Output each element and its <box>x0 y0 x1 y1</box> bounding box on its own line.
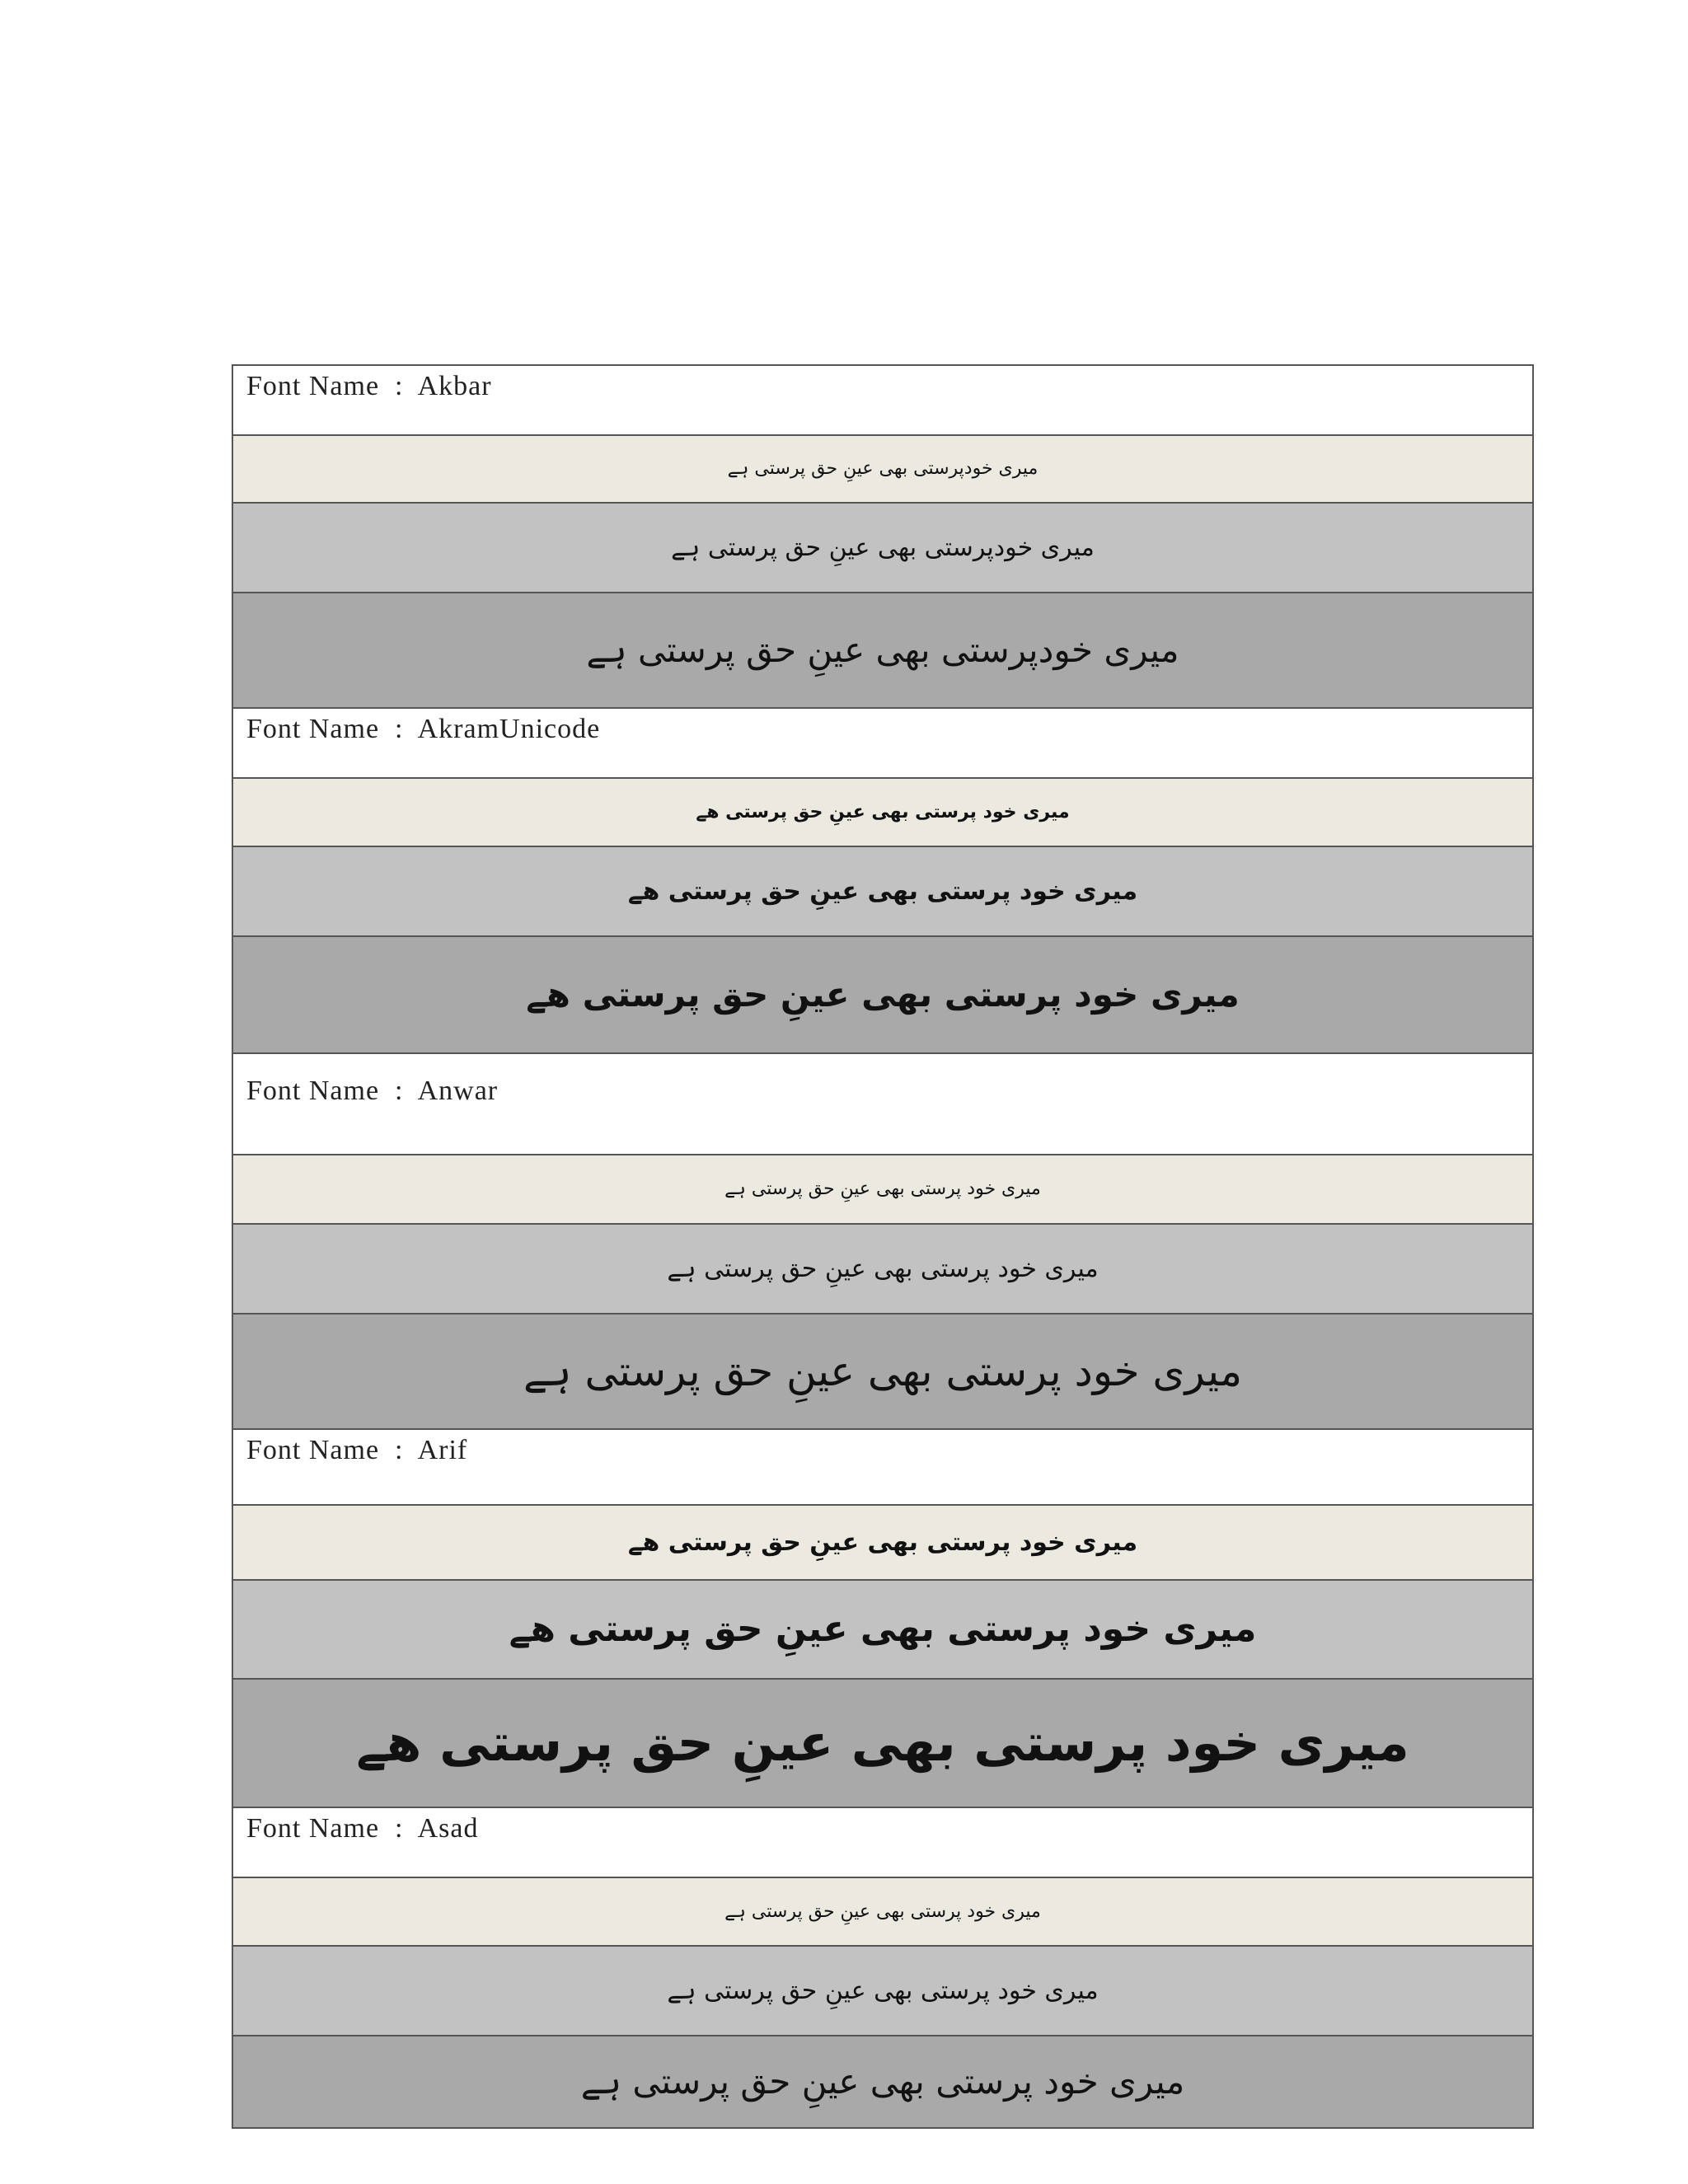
urdu-sample-text: میری خود پرستی بھی عینِ حق پرستی ہے <box>523 1347 1242 1395</box>
urdu-sample-text: میری خود پرستی بھی عینِ حق پرستی ہے <box>724 1900 1041 1922</box>
sample-small-akramunicode <box>233 779 1532 847</box>
urdu-sample-text: میری خود پرستی بھی عینِ حق پرستی ہے <box>667 1975 1099 2005</box>
urdu-sample-text: میری خود پرستی بھی عینِ حق پرستی ھے <box>356 1713 1409 1773</box>
font-name-row-asad <box>233 1808 1532 1878</box>
sample-large-akbar <box>233 593 1532 709</box>
font-name-row-arif <box>233 1430 1532 1506</box>
urdu-sample-text: میری خود پرستی بھی عینِ حق پرستی ھے <box>627 1527 1138 1557</box>
sample-small-asad <box>233 1878 1532 1947</box>
urdu-sample-text: میری خود پرستی بھی عینِ حق پرستی ھے <box>696 801 1070 823</box>
sample-small-arif <box>233 1506 1532 1581</box>
font-name-label: Font Name : Anwar <box>246 1076 499 1106</box>
sample-medium-akbar <box>233 504 1532 593</box>
urdu-sample-text: میری خود پرستی بھی عینِ حق پرستی ھے <box>526 974 1240 1015</box>
font-name-label: Font Name : Asad <box>246 1813 479 1844</box>
urdu-sample-text: میری خودپرستی بھی عینِ حق پرستی ہے <box>586 630 1179 670</box>
sample-small-anwar <box>233 1155 1532 1225</box>
font-name-row-anwar <box>233 1054 1532 1155</box>
sample-medium-akramunicode <box>233 847 1532 937</box>
sample-large-anwar <box>233 1315 1532 1430</box>
urdu-sample-text: میری خود پرستی بھی عینِ حق پرستی ہے <box>724 1179 1041 1199</box>
urdu-sample-text: میری خودپرستی بھی عینِ حق پرستی ہے <box>727 458 1039 479</box>
font-name-label: Font Name : Arif <box>246 1435 468 1465</box>
urdu-sample-text: میری خود پرستی بھی عینِ حق پرستی ھے <box>509 1608 1257 1650</box>
font-name-label: Font Name : AkramUnicode <box>246 714 601 744</box>
sample-large-asad <box>233 2036 1532 2129</box>
urdu-sample-text: میری خود پرستی بھی عینِ حق پرستی ہے <box>580 2061 1185 2102</box>
sample-medium-asad <box>233 1947 1532 2036</box>
sample-medium-arif <box>233 1581 1532 1680</box>
font-name-label: Font Name : Akbar <box>246 371 492 401</box>
font-name-row-akbar <box>233 366 1532 436</box>
sample-medium-anwar <box>233 1225 1532 1315</box>
font-sample-table <box>232 364 1534 2129</box>
sample-large-arif <box>233 1680 1532 1808</box>
urdu-sample-text: میری خودپرستی بھی عینِ حق پرستی ہے <box>671 532 1095 562</box>
font-name-row-akramunicode <box>233 709 1532 779</box>
urdu-sample-text: میری خود پرستی بھی عینِ حق پرستی ہے <box>667 1254 1099 1283</box>
sample-large-akramunicode <box>233 937 1532 1054</box>
sample-small-akbar <box>233 436 1532 504</box>
urdu-sample-text: میری خود پرستی بھی عینِ حق پرستی ھے <box>627 876 1138 906</box>
